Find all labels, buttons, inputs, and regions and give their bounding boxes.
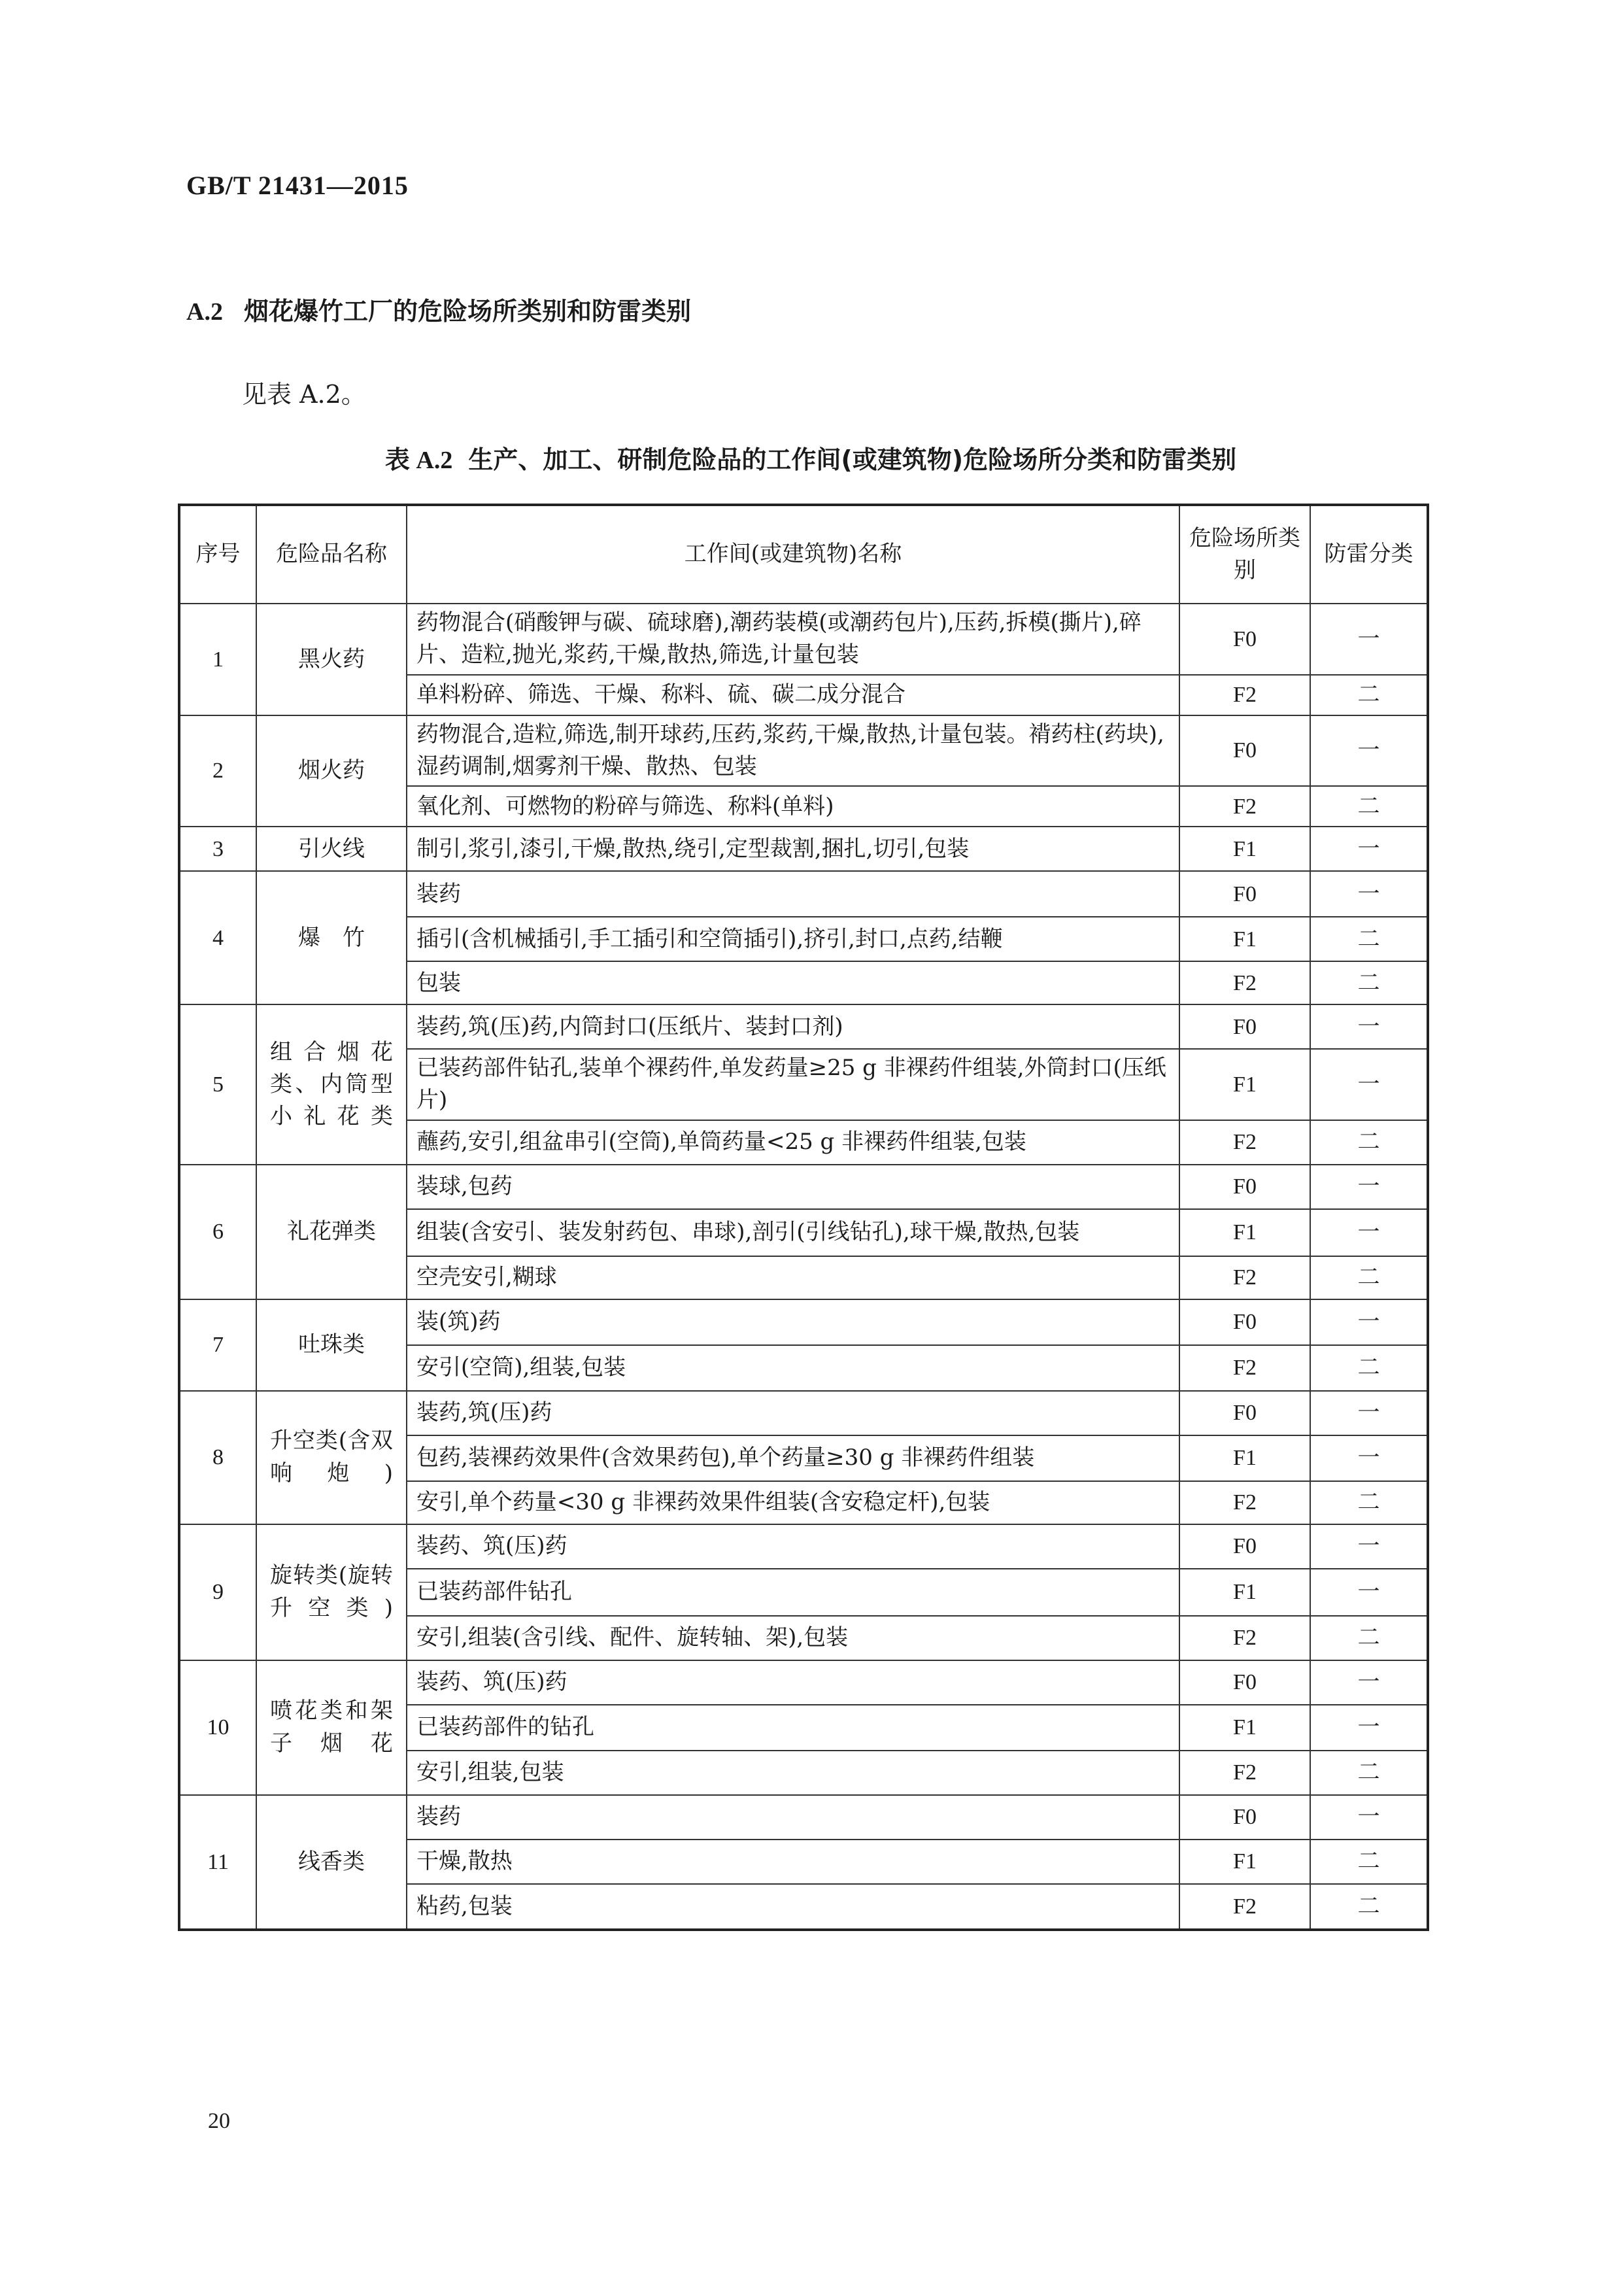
lightning-class-cell: 二 bbox=[1310, 1481, 1428, 1524]
product-name-cell: 旋转类(旋转升空类) bbox=[256, 1524, 407, 1660]
seq-cell: 10 bbox=[179, 1660, 256, 1795]
lightning-class-cell: 一 bbox=[1310, 1569, 1428, 1616]
lightning-class-cell: 二 bbox=[1310, 1884, 1428, 1930]
lightning-class-cell: 一 bbox=[1310, 1795, 1428, 1840]
hazard-class-cell: F0 bbox=[1179, 1795, 1310, 1840]
header-seq: 序号 bbox=[179, 505, 256, 604]
lightning-class-cell: 二 bbox=[1310, 961, 1428, 1004]
hazard-class-cell: F2 bbox=[1179, 1481, 1310, 1524]
workroom-cell: 装药、筑(压)药 bbox=[407, 1524, 1179, 1569]
lightning-class-cell: 一 bbox=[1310, 827, 1428, 871]
lightning-class-cell: 二 bbox=[1310, 1256, 1428, 1299]
hazard-class-cell: F1 bbox=[1179, 827, 1310, 871]
workroom-cell: 装药 bbox=[407, 1795, 1179, 1840]
hazard-class-cell: F1 bbox=[1179, 1435, 1310, 1481]
lightning-class-cell: 一 bbox=[1310, 1165, 1428, 1209]
table-row bbox=[179, 1391, 1428, 1435]
hazard-class-cell: F2 bbox=[1179, 786, 1310, 827]
table-row bbox=[179, 604, 1428, 675]
lightning-class-cell: 一 bbox=[1310, 1209, 1428, 1256]
standard-code: GB/T 21431—2015 bbox=[186, 171, 409, 200]
lightning-class-cell: 二 bbox=[1310, 1616, 1428, 1660]
workroom-cell: 单料粉碎、筛选、干燥、称料、硫、碳二成分混合 bbox=[407, 675, 1179, 715]
hazard-class-cell: F1 bbox=[1179, 1840, 1310, 1884]
seq-cell: 6 bbox=[179, 1165, 256, 1299]
hazard-class-cell: F0 bbox=[1179, 1524, 1310, 1569]
table-body bbox=[179, 604, 1428, 1930]
hazard-class-cell: F0 bbox=[1179, 1165, 1310, 1209]
section-title: 烟花爆竹工厂的危险场所类别和防雷类别 bbox=[243, 297, 691, 326]
workroom-cell: 装药 bbox=[407, 871, 1179, 917]
seq-cell: 11 bbox=[179, 1795, 256, 1930]
product-name-cell: 引火线 bbox=[256, 827, 407, 871]
seq-cell: 7 bbox=[179, 1299, 256, 1391]
product-name-cell: 爆 竹 bbox=[256, 871, 407, 1004]
workroom-cell: 包装 bbox=[407, 961, 1179, 1004]
workroom-cell: 装球,包药 bbox=[407, 1165, 1179, 1209]
product-name-cell: 礼花弹类 bbox=[256, 1165, 407, 1299]
seq-cell: 1 bbox=[179, 604, 256, 715]
hazard-class-cell: F1 bbox=[1179, 1569, 1310, 1616]
lightning-class-cell: 一 bbox=[1310, 1435, 1428, 1481]
header-lightning-class: 防雷分类 bbox=[1310, 505, 1428, 604]
hazard-class-cell: F2 bbox=[1179, 1616, 1310, 1660]
hazard-class-cell: F0 bbox=[1179, 1660, 1310, 1705]
section-heading bbox=[186, 291, 691, 327]
seq-cell: 4 bbox=[179, 871, 256, 1004]
lightning-class-cell: 一 bbox=[1310, 1660, 1428, 1705]
workroom-cell: 插引(含机械插引,手工插引和空筒插引),挤引,封口,点药,结鞭 bbox=[407, 917, 1179, 961]
table-caption bbox=[177, 439, 1445, 475]
table-row bbox=[179, 1660, 1428, 1705]
hazard-class-cell: F2 bbox=[1179, 1884, 1310, 1930]
hazard-class-cell: F0 bbox=[1179, 604, 1310, 675]
table-row bbox=[179, 1795, 1428, 1840]
product-name-cell: 烟火药 bbox=[256, 715, 407, 827]
header-workroom: 工作间(或建筑物)名称 bbox=[407, 505, 1179, 604]
hazard-class-cell: F0 bbox=[1179, 715, 1310, 787]
hazard-class-cell: F0 bbox=[1179, 1391, 1310, 1435]
workroom-cell: 装(筑)药 bbox=[407, 1299, 1179, 1345]
workroom-cell: 药物混合(硝酸钾与碳、硫球磨),潮药装模(或潮药包片),压药,拆模(撕片),碎片、造粒,抛光,浆药,干燥,散热,筛选,计量包装 bbox=[407, 604, 1179, 675]
workroom-cell: 已装药部件钻孔,装单个裸药件,单发药量≥25 g 非裸药件组装,外筒封口(压纸片) bbox=[407, 1049, 1179, 1120]
hazard-class-cell: F1 bbox=[1179, 1705, 1310, 1751]
hazard-class-cell: F0 bbox=[1179, 1299, 1310, 1345]
workroom-cell: 已装药部件钻孔 bbox=[407, 1569, 1179, 1616]
table-number: 表 A.2 bbox=[384, 447, 453, 474]
section-number: A.2 bbox=[186, 298, 223, 326]
seq-cell: 3 bbox=[179, 827, 256, 871]
lightning-class-cell: 二 bbox=[1310, 917, 1428, 961]
lightning-class-cell: 一 bbox=[1310, 604, 1428, 675]
hazard-class-cell: F2 bbox=[1179, 1120, 1310, 1165]
hazard-class-cell: F2 bbox=[1179, 1751, 1310, 1795]
workroom-cell: 制引,浆引,漆引,干燥,散热,绕引,定型裁割,捆扎,切引,包装 bbox=[407, 827, 1179, 871]
lightning-class-cell: 一 bbox=[1310, 1705, 1428, 1751]
hazard-class-cell: F1 bbox=[1179, 917, 1310, 961]
workroom-cell: 已装药部件的钻孔 bbox=[407, 1705, 1179, 1751]
product-name-cell: 黑火药 bbox=[256, 604, 407, 715]
seq-cell: 5 bbox=[179, 1004, 256, 1165]
lightning-class-cell: 二 bbox=[1310, 1751, 1428, 1795]
table-row bbox=[179, 1004, 1428, 1049]
lightning-class-cell: 一 bbox=[1310, 1004, 1428, 1049]
lightning-class-cell: 二 bbox=[1310, 1345, 1428, 1391]
table-row bbox=[179, 1299, 1428, 1345]
table-row bbox=[179, 715, 1428, 787]
workroom-cell: 包药,装裸药效果件(含效果药包),单个药量≥30 g 非裸药件组装 bbox=[407, 1435, 1179, 1481]
product-name-cell: 组合烟花类、内筒型小礼花类 bbox=[256, 1004, 407, 1165]
hazard-class-cell: F1 bbox=[1179, 1209, 1310, 1256]
seq-cell: 9 bbox=[179, 1524, 256, 1660]
table-header-row bbox=[179, 505, 1428, 604]
workroom-cell: 装药,筑(压)药,内筒封口(压纸片、装封口剂) bbox=[407, 1004, 1179, 1049]
table-title: 生产、加工、研制危险品的工作间(或建筑物)危险场所分类和防雷类别 bbox=[468, 445, 1237, 474]
table-row bbox=[179, 871, 1428, 917]
workroom-cell: 安引,组装(含引线、配件、旋转轴、架),包装 bbox=[407, 1616, 1179, 1660]
workroom-cell: 干燥,散热 bbox=[407, 1840, 1179, 1884]
product-name-cell: 喷花类和架子烟花 bbox=[256, 1660, 407, 1795]
lightning-class-cell: 一 bbox=[1310, 715, 1428, 787]
header-hazard-class: 危险场所类别 bbox=[1179, 505, 1310, 604]
lightning-class-cell: 一 bbox=[1310, 1299, 1428, 1345]
workroom-cell: 安引(空筒),组装,包装 bbox=[407, 1345, 1179, 1391]
hazard-classification-table bbox=[178, 504, 1429, 1931]
product-name-cell: 升空类(含双响炮) bbox=[256, 1391, 407, 1524]
lightning-class-cell: 一 bbox=[1310, 871, 1428, 917]
workroom-cell: 装药,筑(压)药 bbox=[407, 1391, 1179, 1435]
lightning-class-cell: 一 bbox=[1310, 1049, 1428, 1120]
workroom-cell: 空壳安引,糊球 bbox=[407, 1256, 1179, 1299]
seq-cell: 8 bbox=[179, 1391, 256, 1524]
lightning-class-cell: 一 bbox=[1310, 1391, 1428, 1435]
hazard-class-cell: F2 bbox=[1179, 961, 1310, 1004]
workroom-cell: 安引,单个药量<30 g 非裸药效果件组装(含安稳定杆),包装 bbox=[407, 1481, 1179, 1524]
product-name-cell: 吐珠类 bbox=[256, 1299, 407, 1391]
lightning-class-cell: 二 bbox=[1310, 1840, 1428, 1884]
table-row bbox=[179, 827, 1428, 871]
intro-text: 见表 A.2。 bbox=[242, 380, 366, 409]
hazard-class-cell: F2 bbox=[1179, 675, 1310, 715]
lightning-class-cell: 二 bbox=[1310, 675, 1428, 715]
workroom-cell: 氧化剂、可燃物的粉碎与筛选、称料(单料) bbox=[407, 786, 1179, 827]
workroom-cell: 安引,组装,包装 bbox=[407, 1751, 1179, 1795]
workroom-cell: 蘸药,安引,组盆串引(空筒),单筒药量<25 g 非裸药件组装,包装 bbox=[407, 1120, 1179, 1165]
lightning-class-cell: 二 bbox=[1310, 786, 1428, 827]
hazard-class-cell: F1 bbox=[1179, 1049, 1310, 1120]
hazard-class-cell: F0 bbox=[1179, 871, 1310, 917]
workroom-cell: 组装(含安引、装发射药包、串球),剖引(引线钻孔),球干燥,散热,包装 bbox=[407, 1209, 1179, 1256]
hazard-class-cell: F2 bbox=[1179, 1256, 1310, 1299]
lightning-class-cell: 一 bbox=[1310, 1524, 1428, 1569]
seq-cell: 2 bbox=[179, 715, 256, 827]
workroom-cell: 粘药,包装 bbox=[407, 1884, 1179, 1930]
workroom-cell: 药物混合,造粒,筛选,制开球药,压药,浆药,干燥,散热,计量包装。褙药柱(药块),湿药调制,烟雾剂干燥、散热、包装 bbox=[407, 715, 1179, 787]
hazard-class-cell: F2 bbox=[1179, 1345, 1310, 1391]
table-row bbox=[179, 1165, 1428, 1209]
page-number: 20 bbox=[208, 2109, 230, 2133]
table-row bbox=[179, 1524, 1428, 1569]
header-product: 危险品名称 bbox=[256, 505, 407, 604]
workroom-cell: 装药、筑(压)药 bbox=[407, 1660, 1179, 1705]
hazard-class-cell: F0 bbox=[1179, 1004, 1310, 1049]
lightning-class-cell: 二 bbox=[1310, 1120, 1428, 1165]
product-name-cell: 线香类 bbox=[256, 1795, 407, 1930]
